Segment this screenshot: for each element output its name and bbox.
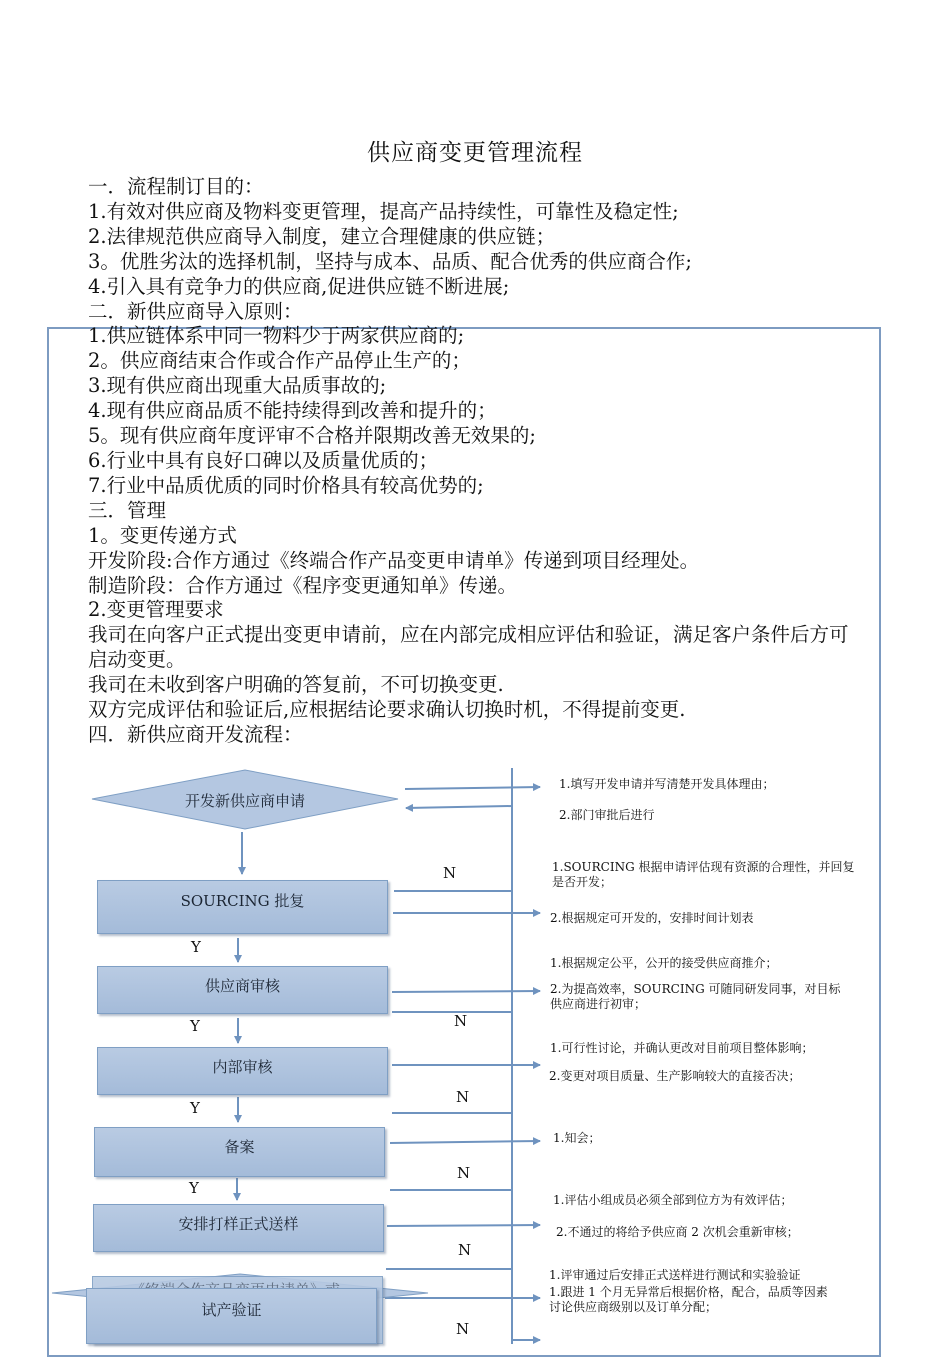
note-audit-2: 2.为提高效率，SOURCING 可随同研发同事，对目标供应商进行初审； [550, 982, 841, 1011]
section-heading: 一．流程制订目的： [88, 175, 264, 198]
yes-label: Y [190, 1099, 200, 1117]
start-diamond-label: 开发新供应商申请 [184, 792, 305, 810]
step-sourcing-box [97, 880, 388, 934]
section-heading: 四．新供应商开发流程： [88, 722, 303, 746]
section-heading: 三．管理 [88, 498, 167, 522]
paragraph-line: 1.供应链体系中同一物料少于两家供应商的; [88, 324, 465, 348]
yes-label: Y [191, 938, 201, 956]
paragraph-line: 2.法律规范供应商导入制度，建立合理健康的供应链； [88, 224, 556, 248]
step-record-label: 备案 [224, 1138, 255, 1156]
paragraph-line: 4.引入具有竞争力的供应商,促进供应链不断进展; [88, 274, 510, 298]
step-sourcing-label: SOURCING 批复 [180, 892, 305, 910]
no-label: N [456, 1088, 470, 1106]
paragraph-line: 3.现有供应商出现重大品质事故的; [88, 374, 387, 398]
note-record-1: 1.知会； [553, 1131, 601, 1145]
no-label: N [454, 1012, 468, 1030]
step-supplier-audit-box [97, 966, 388, 1014]
step-sample-box [93, 1204, 384, 1252]
paragraph-line: 7.行业中品质优质的同时价格具有较高优势的; [88, 473, 484, 497]
step-internal-review-box [97, 1047, 388, 1095]
paragraph-line: 3。优胜劣汰的选择机制，坚持与成本、品质、配合优秀的供应商合作; [88, 249, 692, 273]
step-internal-review-label: 内部审核 [212, 1058, 273, 1076]
paragraph-line: 4.现有供应商品质不能持续得到改善和提升的； [88, 399, 497, 423]
yes-label: Y [190, 1017, 200, 1035]
note-start-1: 1.填写开发申请并写清楚开发具体理由； [559, 777, 775, 791]
note-start-2: 2.部门审批后进行 [559, 808, 655, 822]
paragraph-line: 5。现有供应商年度评审不合格并限期改善无效果的; [88, 424, 536, 448]
paragraph-line: 1.有效对供应商及物料变更管理，提高产品持续性，可靠性及稳定性; [88, 199, 679, 223]
section-heading: 二．新供应商导入原则： [88, 299, 303, 323]
note-trial-hidden: 1.评审通过后安排正式送样进行测试和实验验证 [549, 1268, 801, 1282]
paragraph-line: 6.行业中具有良好口碑以及质量优质的； [88, 448, 439, 472]
paragraph-line: 2。供应商结束合作或合作产品停止生产的； [88, 349, 471, 373]
note-audit-1: 1.根据规定公平，公开的接受供应商推介； [550, 956, 778, 970]
no-label: N [443, 864, 457, 882]
subsection-heading: 2.变更管理要求 [88, 598, 224, 622]
note-trial-1: 1.跟进 1 个月无异常后根据价格，配合，品质等因素讨论供应商级别以及订单分配； [549, 1285, 828, 1314]
no-label: N [457, 1164, 471, 1182]
note-internal-2: 2.变更对项目质量、生产影响较大的直接否决； [549, 1069, 801, 1083]
subsection-heading: 1。变更传递方式 [88, 523, 237, 547]
note-sourcing-1: 1.SOURCING 根据申请评估现有资源的合理性，并回复是否开发； [552, 860, 855, 889]
paragraph-line: 双方完成评估和验证后,应根据结论要求确认切换时机，不得提前变更. [88, 698, 686, 722]
no-label: N [458, 1241, 472, 1259]
step-supplier-audit-label: 供应商审核 [204, 977, 280, 995]
no-label: N [456, 1320, 470, 1338]
paragraph-line: 我司在向客户正式提出变更申请前，应在内部完成相应评估和验证，满足客户条件后方可启动变更。 [88, 623, 849, 672]
step-sample-label: 安排打样正式送样 [178, 1215, 299, 1233]
step-record-box [94, 1127, 385, 1177]
yes-label: Y [189, 1179, 199, 1197]
paragraph-line: 我司在未收到客户明确的答复前，不可切换变更. [88, 673, 504, 697]
note-sourcing-2: 2.根据规定可开发的，安排时间计划表 [550, 911, 754, 925]
paragraph-line: 开发阶段:合作方通过《终端合作产品变更申请单》传递到项目经理处。 [88, 548, 700, 572]
step-trial-label: 试产验证 [201, 1301, 262, 1319]
page-title: 供应商变更管理流程 [367, 140, 583, 166]
note-internal-1: 1.可行性讨论，并确认更改对目前项目整体影响； [550, 1041, 814, 1055]
note-sample-1: 1.评估小组成员必须全部到位方为有效评估； [553, 1193, 793, 1207]
step-trial-box [86, 1288, 377, 1344]
note-sample-2: 2.不通过的将给予供应商 2 次机会重新审核； [556, 1225, 799, 1239]
paragraph-line: 制造阶段：合作方通过《程序变更通知单》传递。 [88, 573, 518, 597]
